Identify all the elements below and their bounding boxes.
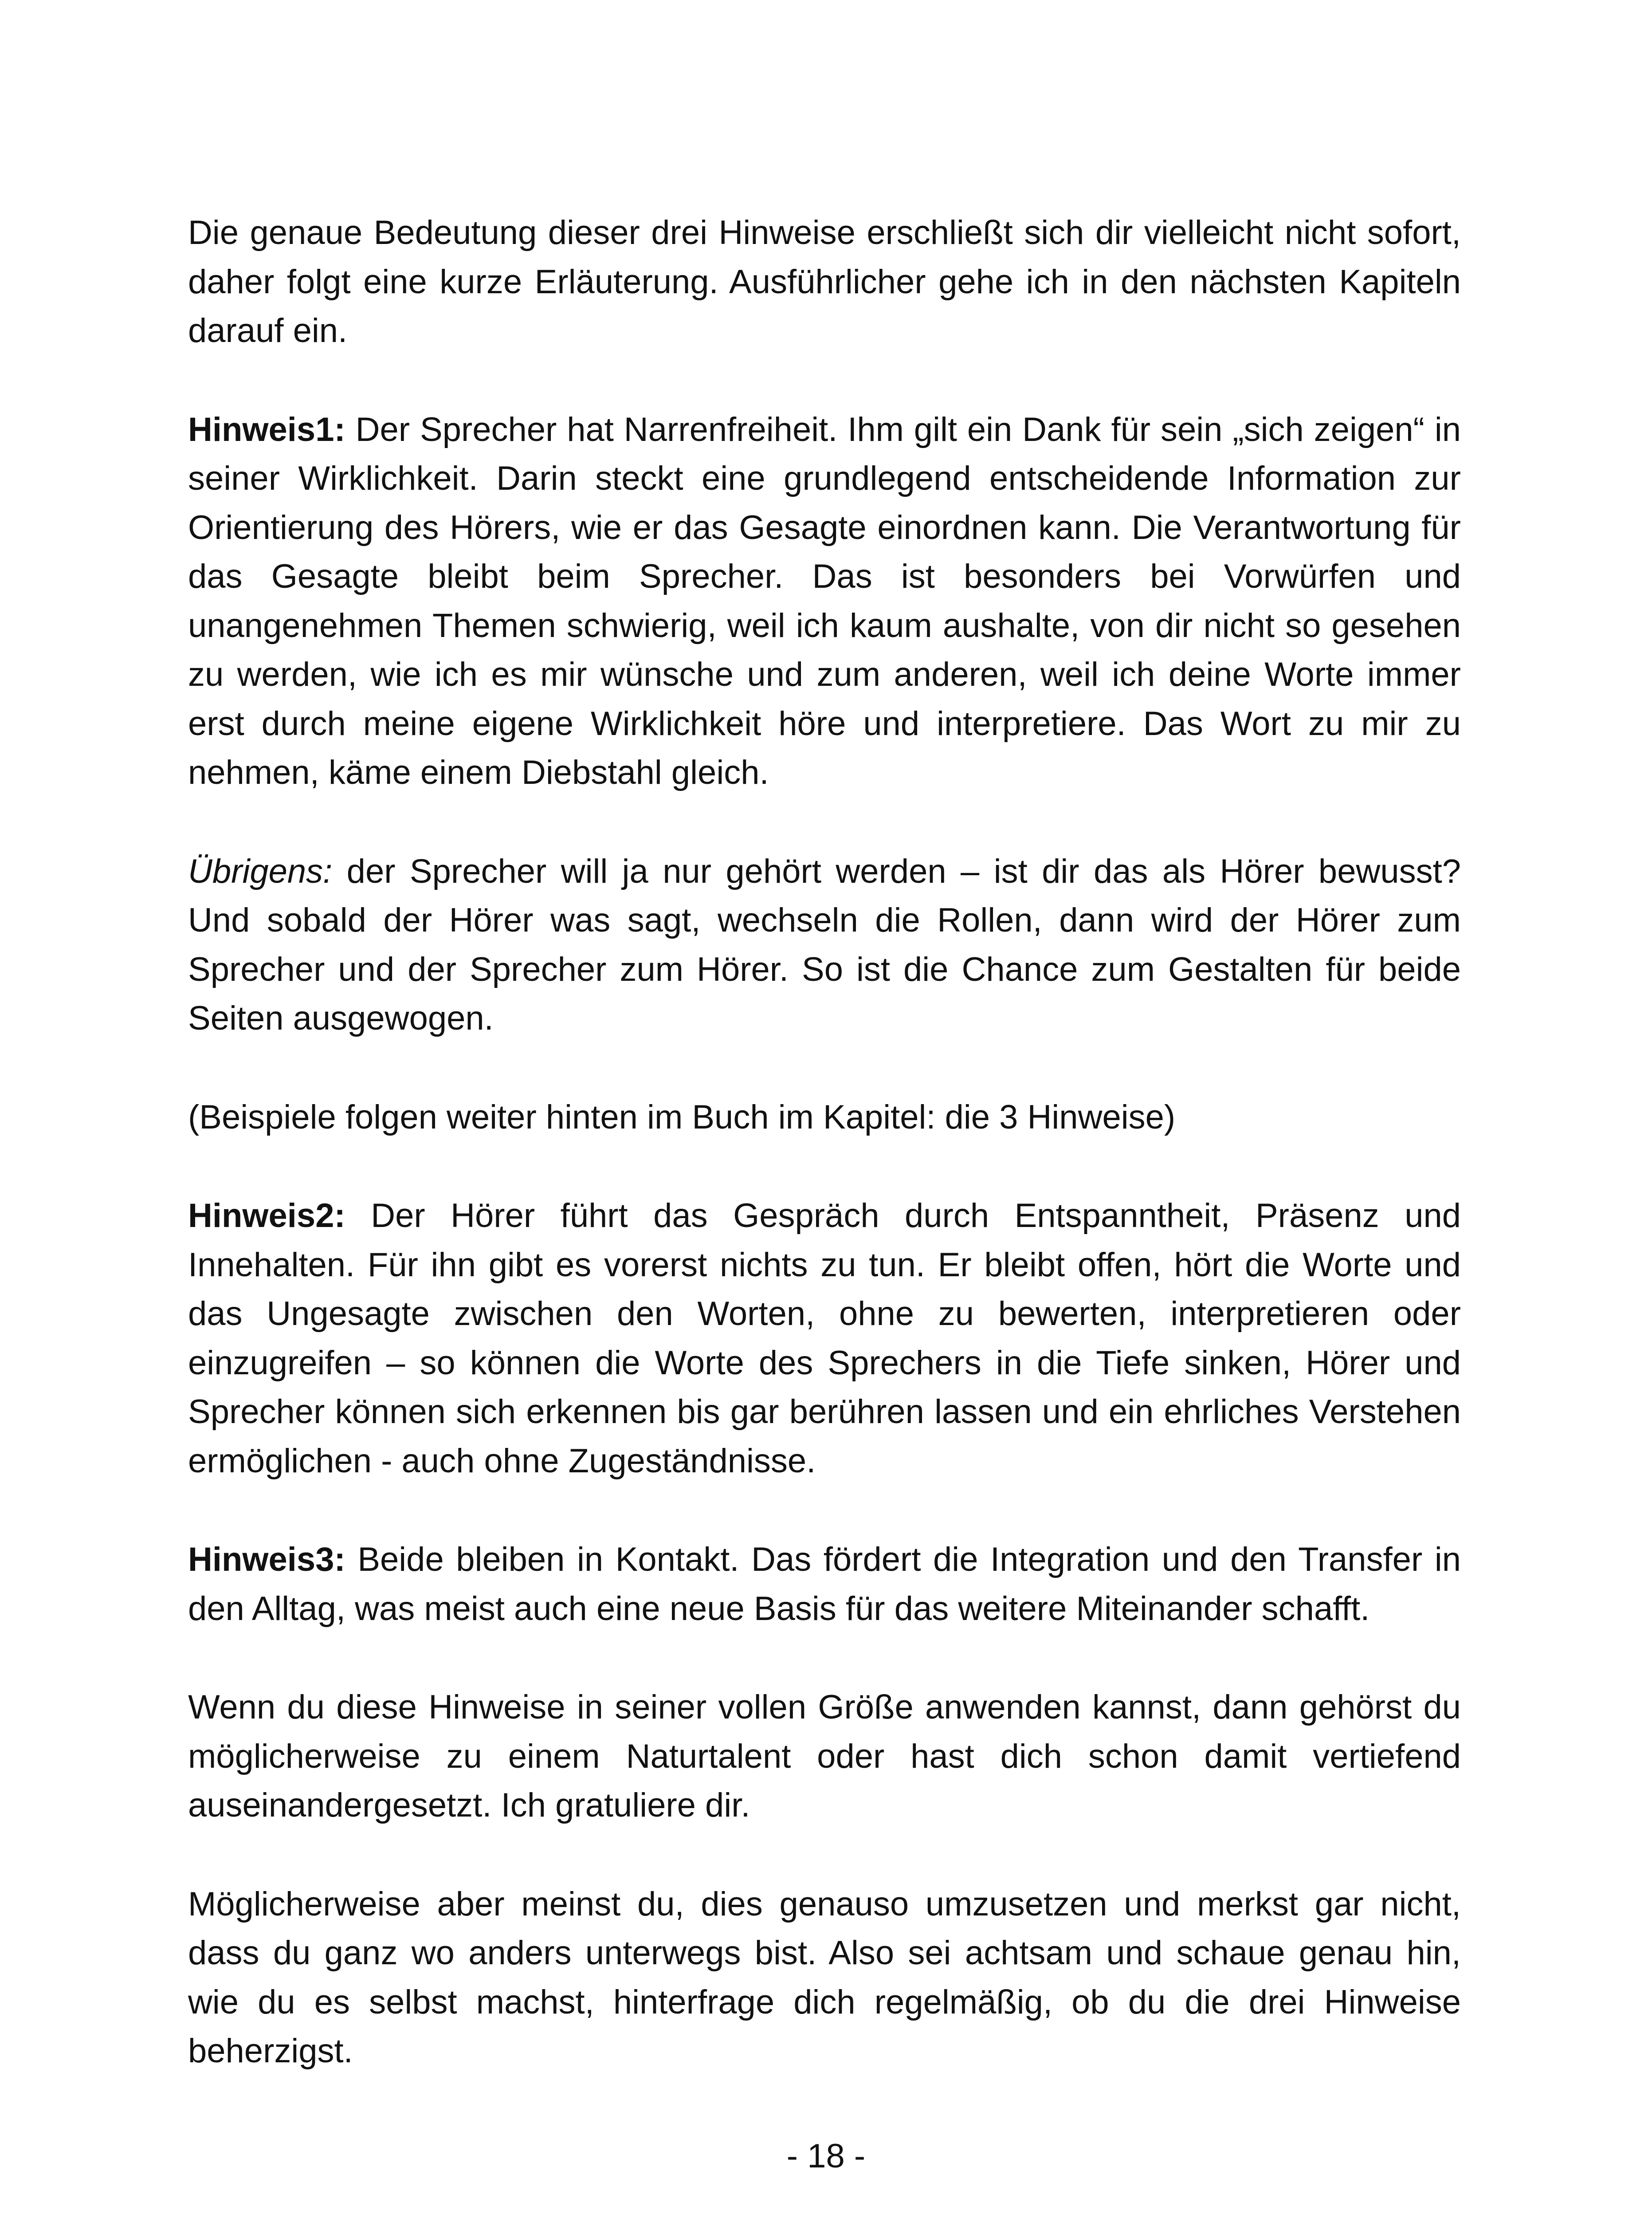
paragraph-text: Wenn du diese Hinweise in seiner vollen Größe anwenden kannst, dann gehörst du möglicherweise zu einem Naturtalent oder hast dich schon damit vertiefend auseinandergesetzt. Ich gratuliere dir. <box>188 1688 1461 1824</box>
page-number: - 18 - <box>786 2137 866 2175</box>
page-body <box>188 208 1461 2126</box>
hinweis-3-label: Hinweis3: <box>188 1541 345 1578</box>
paragraph-hinweis-2 <box>188 1192 1461 1486</box>
hinweis-2-label: Hinweis2: <box>188 1197 345 1235</box>
paragraph-text: (Beispiele folgen weiter hinten im Buch im Kapitel: die 3 Hinweise) <box>188 1098 1176 1136</box>
paragraph-text: Möglicherweise aber meinst du, dies genauso umzusetzen und merkst gar nicht, dass du ganz wo anders unterwegs bist. Also sei achtsam und schaue genau hin, wie du es selbst machst, hinterfrage dich regelmäßig, ob du die drei Hinweise beherzigst. <box>188 1885 1461 2070</box>
paragraph-text: Beide bleiben in Kontakt. Das fördert die Integration und den Transfer in den Alltag, was meist auch eine neue Basis für das weitere Miteinander schafft. <box>188 1541 1461 1628</box>
paragraph-text: der Sprecher will ja nur gehört werden – ist dir das als Hörer bewusst? Und sobald der Hörer was sagt, wechseln die Rollen, dann wird der Hörer zum Sprecher und der Sprecher zum Hörer. So ist die Chance zum Gestalten für beide Seiten ausgewogen. <box>188 852 1461 1037</box>
paragraph-hinweis-3 <box>188 1535 1461 1633</box>
hinweis-1-label: Hinweis1: <box>188 410 345 448</box>
paragraph-text: Der Sprecher hat Narrenfreiheit. Ihm gilt ein Dank für sein „sich zeigen“ in seiner Wirklichkeit. Darin steckt eine grundlegend entscheidende Information zur Orientierung des Hörers, wie er das Gesagte einordnen kann. Die Verantwortung für das Gesagte bleibt beim Sprecher. Das ist besonders bei Vorwürfen und unangenehmen Themen schwierig, weil ich kaum aushalte, von dir nicht so gesehen zu werden, wie ich es mir wünsche und zum anderen, weil ich deine Worte immer erst durch meine eigene Wirklichkeit höre und interpretiere. Das Wort zu mir zu nehmen, käme einem Diebstahl gleich. <box>188 410 1461 791</box>
paragraph-uebrigens <box>188 847 1461 1043</box>
paragraph-hinweis-1 <box>188 405 1461 798</box>
paragraph-text: Die genaue Bedeutung dieser drei Hinweise erschließt sich dir vielleicht nicht sofort, daher folgt eine kurze Erläuterung. Ausführlicher gehe ich in den nächsten Kapiteln darauf ein. <box>188 214 1461 350</box>
paragraph-achtsam <box>188 1880 1461 2076</box>
paragraph-naturtalent <box>188 1683 1461 1830</box>
paragraph-beispiele-note <box>188 1093 1461 1142</box>
paragraph-text: Der Hörer führt das Gespräch durch Entspanntheit, Präsenz und Innehalten. Für ihn gibt es vorerst nichts zu tun. Er bleibt offen, hört die Worte und das Ungesagte zwischen den Worten, ohne zu bewerten, interpretieren oder einzugreifen – so können die Worte des Sprechers in die Tiefe sinken, Hörer und Sprecher können sich erkennen bis gar berühren lassen und ein ehrliches Verstehen ermöglichen - auch ohne Zugeständnisse. <box>188 1197 1461 1480</box>
uebrigens-lead: Übrigens: <box>188 852 333 890</box>
paragraph-intro <box>188 208 1461 356</box>
